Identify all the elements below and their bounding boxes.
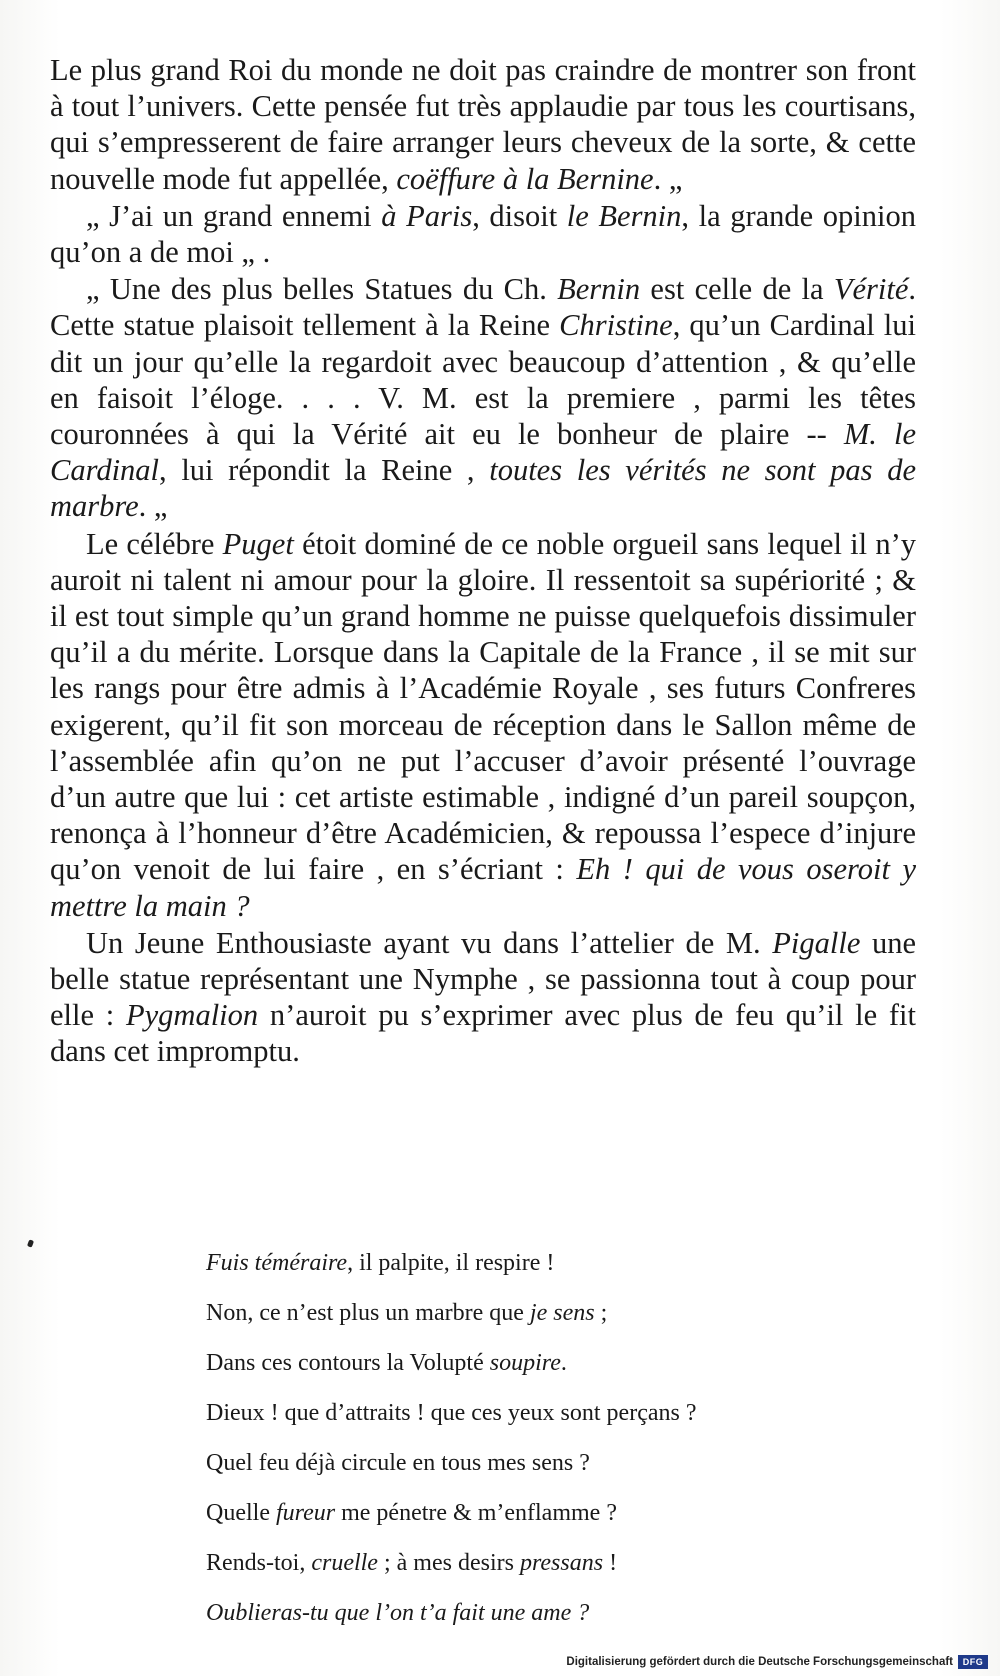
italic-run: à Paris [381,198,473,233]
printers-mark [27,1239,34,1247]
italic-run: fureur [275,1500,336,1526]
digitization-footer [566,1653,988,1671]
poem-verse: Dieux ! que d’attraits ! que ces yeux sont perçans ? [206,1400,697,1426]
italic-run: je sens [529,1300,595,1326]
poem-verse: Non, ce n’est plus un marbre que je sens ; [206,1300,608,1326]
italic-run: Eh ! qui de vous oseroit y mettre la main ? [50,852,916,923]
italic-run: M. le Cardinal [50,417,917,488]
italic-run: pressans [519,1550,604,1576]
funding-credit: Digitalisierung gefördert durch die Deutsche Forschungsgemeinschaft [566,1656,953,1668]
dfg-logo: DFG [958,1655,988,1669]
paragraph: Le plus grand Roi du monde ne doit pas craindre de montrer son front à tout l’univers. Cette pensée fut très applaudie par tous les courtisans, qui s’empresserent de faire arranger leurs cheveux de la sorte, & cette nouvelle mode fut appellée, coëffure à la Bernine. „ [50,53,916,196]
paragraph: Le célébre Puget étoit dominé de ce noble orgueil sans lequel il n’y auroit ni talent ni amour pour la gloire. Il ressentoit sa supériorité ; & il est tout simple qu’un grand homme ne puisse quelquefois dissimuler qu’il a du mérite. Lorsque dans la Capitale de la France , il se mit sur les rangs pour être admis à l’Académie Royale , ses futurs Confreres exigerent, qu’il fit son morceau de réception dans le Sallon même de l’assemblée afin qu’on ne put l’accuser d’avoir présenté l’ouvrage d’un autre que lui : cet artiste estimable , indigné d’un pareil soupçon, renonça à l’honneur d’être Académicien, & repoussa l’espece d’injure qu’on venoit de lui faire , en s’écriant : Eh ! qui de vous oseroit y mettre la main ? [50,526,916,923]
italic-run: cruelle [311,1550,378,1576]
italic-run: Vérité [833,272,909,307]
italic-run: Fuis téméraire [206,1250,348,1276]
poem-verse [206,1588,926,1638]
poem-verse: Rends-toi, cruelle ; à mes desirs pressans ! [206,1550,618,1576]
prose-text [50,52,916,1070]
poem-verse: Dans ces contours la Volupté soupire. [206,1350,567,1376]
italic-run: soupire [489,1350,561,1376]
italic-run: Christine [559,308,673,343]
impromptu-poem [206,1238,926,1638]
italic-run: Bernin [557,272,641,307]
paragraph: „ J’ai un grand ennemi à Paris, disoit le Bernin, la grande opinion qu’on a de moi „ . [50,198,917,270]
italic-run: toutes les vérités ne sont pas de marbre [50,453,917,524]
italic-run: Pigalle [772,925,861,960]
poem-verse: Quelle fureur me pénetre & m’enflamme ? [206,1500,617,1526]
poem-verse: Quel feu déjà circule en tous mes sens ? [206,1450,590,1476]
italic-run: Oublieras-tu que l’on t’a fait une ame ? [206,1600,590,1626]
italic-run: Puget [222,526,294,561]
poem-verse: Fuis téméraire, il palpite, il respire ! [206,1250,555,1276]
paragraph: Un Jeune Enthousiaste ayant vu dans l’attelier de M. Pigalle une belle statue représentant une Nymphe , se passionna tout à coup pour elle : Pygmalion n’auroit pu s’exprimer avec plus de feu qu’il le fit dans cet impromptu. [50,925,916,1069]
paragraph: „ Une des plus belles Statues du Ch. Bernin est celle de la Vérité. Cette statue plaisoit tellement à la Reine Christine, qu’un Cardinal lui dit un jour qu’elle la regardoit avec beaucoup d’attention , & qu’elle en faisoit l’éloge. . . . V. M. est la premiere , parmi les têtes couronnées à qui la Vérité ait eu le bonheur de plaire -- M. le Cardinal, lui répondit la Reine , toutes les vérités ne sont pas de marbre. „ [50,272,917,524]
italic-run: coëffure à la Bernine [396,161,654,196]
italic-run: le Bernin [566,198,682,233]
italic-run: Pygmalion [126,998,259,1033]
